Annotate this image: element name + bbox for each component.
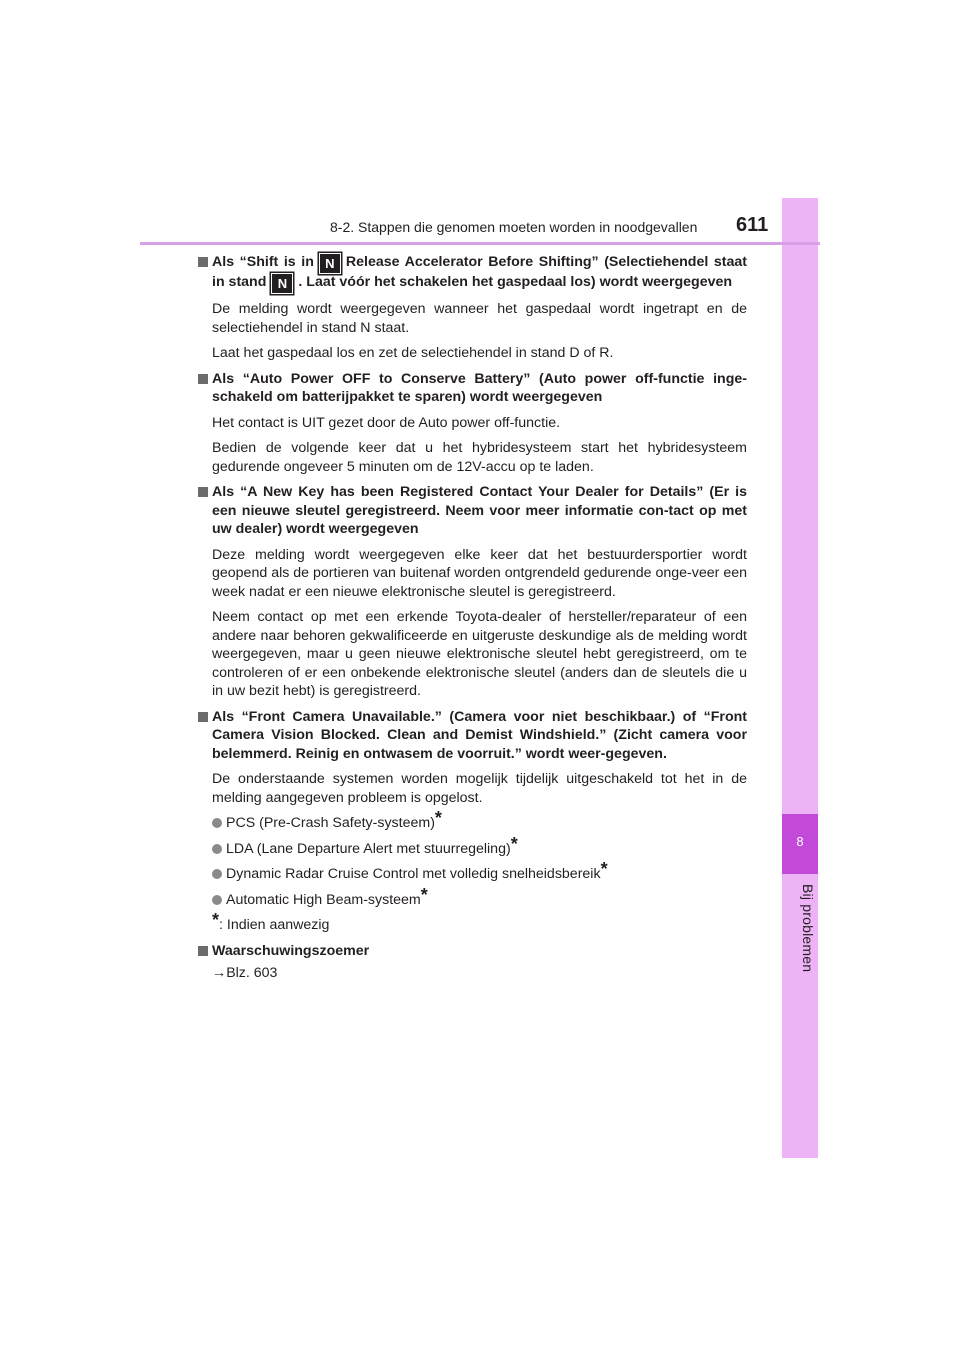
footnote-star: * <box>420 884 428 905</box>
circle-bullet-icon <box>212 895 222 905</box>
heading-front-camera: Als “Front Camera Unavailable.” (Camera voor niet beschikbaar.) of “Front Camera Vision Blocked. Clean and Demist Windshield.” (Zicht camera voor belemmerd. Reinig en ontwasem de voorruit.” wordt weer-gegeven. <box>198 708 747 764</box>
paragraph: Bedien de volgende keer dat u het hybridesysteem start het hybridesysteem gedurende ongeveer 5 minuten om de 12V-accu op te laden. <box>212 440 747 475</box>
list-item: PCS (Pre-Crash Safety-systeem)* <box>212 814 747 833</box>
paragraph: De melding wordt weergegeven wanneer het gaspedaal wordt ingetrapt en de selectiehendel in stand N staat. <box>212 301 747 336</box>
chapter-number: 8 <box>796 834 804 849</box>
section-header: 8-2. Stappen die genomen moeten worden in noodgevallen <box>330 219 698 235</box>
paragraph: Neem contact op met een erkende Toyota-dealer of hersteller/reparateur of een andere naar behoren gekwalificeerde en uitgeruste deskundige als de melding wordt weergegeven, maar u geen nieuwe elektronische sleutel hebt geregistreerd, om te controleren of er een onbekende elektronische sleutel (anders dan de sleutels die u in uw bezit hebt) is geregistreerd. <box>212 609 747 699</box>
circle-bullet-icon <box>212 844 222 854</box>
paragraph: Het contact is UIT gezet door de Auto power off-functie. <box>212 414 561 431</box>
footnote-star: * <box>510 833 518 854</box>
square-bullet-icon <box>198 487 208 497</box>
heading-buzzer: Waarschuwingszoemer <box>198 942 747 961</box>
page-content <box>212 253 747 983</box>
heading-new-key: Als “A New Key has been Registered Contact Your Dealer for Details” (Er is een nieuwe sleutel geregistreerd. Neem voor meer informatie con-tact op met uw dealer) wordt weergegeven <box>198 483 747 539</box>
square-bullet-icon <box>198 374 208 384</box>
chapter-title: Bij problemen <box>800 884 816 973</box>
circle-bullet-icon <box>212 818 222 828</box>
paragraph: Laat het gaspedaal los en zet de selectiehendel in stand D of R. <box>212 345 614 361</box>
heading-auto-power-off: Als “Auto Power OFF to Conserve Battery” (Auto power off-functie inge-schakeld om batterijpakket te sparen) wordt weergegeven <box>198 370 747 407</box>
square-bullet-icon <box>198 946 208 956</box>
square-bullet-icon <box>198 257 208 267</box>
heading-shift: Als “Shift is in N Release Accelerator Before Shifting” (Selectiehendel staat in stand N . Laat vóór het schakelen het gaspedaal los) wordt weergegeven <box>198 253 747 293</box>
page-number: 611 <box>736 214 769 236</box>
page-reference-link[interactable]: →Blz. 603 <box>212 965 278 981</box>
list-item: LDA (Lane Departure Alert met stuurregeling)* <box>212 840 747 859</box>
header-rule <box>140 242 820 245</box>
chapter-side-tab <box>782 198 818 1158</box>
circle-bullet-icon <box>212 869 222 879</box>
list-item: Dynamic Radar Cruise Control met volledig snelheidsbereik* <box>212 865 747 884</box>
list-item: Automatic High Beam-systeem* <box>212 891 747 910</box>
footnote-star: * <box>434 808 442 828</box>
shift-n-icon: N <box>272 274 292 293</box>
shift-n-icon: N <box>320 254 340 273</box>
footnote: *: Indien aanwezig <box>212 910 330 933</box>
square-bullet-icon <box>198 712 208 722</box>
footnote-star: * <box>212 910 220 930</box>
paragraph: De onderstaande systemen worden mogelijk tijdelijk uitgeschakeld tot het in de melding aangegeven probleem is opgelost. <box>212 771 747 806</box>
paragraph: Deze melding wordt weergegeven elke keer dat het bestuurdersportier wordt geopend als de portieren van buitenaf worden ontgrendeld gedurende onge-veer een week nadat er een nieuwe elektronische sleutel is geregistreerd. <box>212 546 747 600</box>
footnote-star: * <box>600 859 608 879</box>
